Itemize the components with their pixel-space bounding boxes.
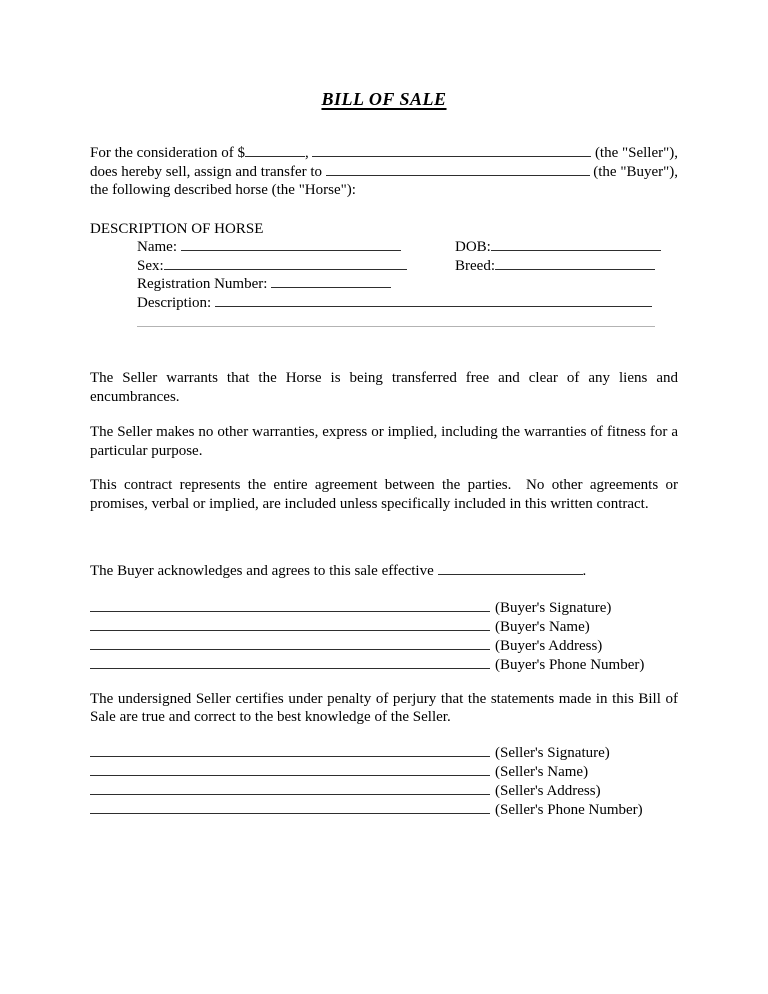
seller-certification-line-1: The undersigned Seller certifies under penalty of perjury that the statements made in this Bill of bbox=[90, 690, 678, 707]
buyer-signature-block bbox=[90, 599, 678, 675]
no-warranties-paragraph bbox=[90, 423, 678, 460]
horse-name-field[interactable] bbox=[181, 250, 401, 251]
seller-address-row bbox=[90, 782, 678, 801]
seller-phone-label: (Seller's Phone Number) bbox=[495, 801, 643, 818]
warranty-paragraph-line-2: encumbrances. bbox=[90, 388, 180, 405]
buyer-name-row bbox=[90, 618, 678, 637]
seller-name-field[interactable] bbox=[312, 156, 591, 157]
intro-line-2-suffix: (the "Buyer"), bbox=[589, 163, 678, 180]
horse-registration-field[interactable] bbox=[271, 287, 391, 288]
buyer-printed-name-field[interactable] bbox=[90, 630, 490, 631]
warranty-paragraph-line-1: The Seller warrants that the Horse is being transferred free and clear of any liens and bbox=[90, 370, 678, 386]
horse-dob-cell bbox=[455, 238, 661, 257]
consideration-amount-field[interactable] bbox=[245, 156, 305, 157]
buyer-address-field[interactable] bbox=[90, 649, 490, 650]
horse-description-field[interactable] bbox=[215, 306, 652, 307]
seller-address-label: (Seller's Address) bbox=[495, 782, 601, 799]
buyer-address-label: (Buyer's Address) bbox=[495, 637, 603, 654]
entire-agreement-paragraph bbox=[90, 476, 678, 513]
seller-phone-field[interactable] bbox=[90, 813, 490, 814]
intro-line-1-comma: , bbox=[304, 145, 313, 161]
seller-phone-row bbox=[90, 801, 678, 820]
horse-breed-cell bbox=[455, 257, 655, 276]
buyer-phone-row bbox=[90, 656, 678, 675]
intro-line-1 bbox=[90, 144, 678, 163]
no-warranties-paragraph-line-1: The Seller makes no other warranties, express or implied, including the warranties of fitness for a bbox=[90, 424, 678, 440]
seller-certification-paragraph bbox=[90, 690, 678, 727]
seller-address-field[interactable] bbox=[90, 794, 490, 795]
seller-name-label: (Seller's Name) bbox=[495, 763, 589, 780]
horse-name-row bbox=[137, 238, 678, 257]
intro-line-1-suffix: (the "Seller"), bbox=[591, 145, 678, 161]
buyer-acknowledgment-period: . bbox=[582, 563, 587, 579]
horse-dob-field[interactable] bbox=[491, 250, 661, 251]
intro-line-2-text: does hereby sell, assign and transfer to bbox=[90, 163, 326, 180]
buyer-acknowledgment-text: The Buyer acknowledges and agrees to this sale effective bbox=[90, 563, 438, 579]
seller-signature-label: (Seller's Signature) bbox=[495, 744, 610, 761]
seller-signature-field[interactable] bbox=[90, 756, 490, 757]
buyer-signature-field[interactable] bbox=[90, 611, 490, 612]
entire-agreement-paragraph-line-2: promises, verbal or implied, are included unless specifically included in this written contract. bbox=[90, 495, 649, 512]
buyer-phone-label: (Buyer's Phone Number) bbox=[495, 656, 645, 673]
seller-certification-line-2: Sale are true and correct to the best knowledge of the Seller. bbox=[90, 709, 451, 725]
buyer-phone-field[interactable] bbox=[90, 668, 490, 669]
no-warranties-paragraph-line-2: particular purpose. bbox=[90, 442, 203, 459]
horse-sex-field[interactable] bbox=[164, 269, 407, 270]
effective-date-field[interactable] bbox=[438, 574, 583, 575]
horse-sex-row bbox=[137, 257, 678, 276]
buyer-acknowledgment-line bbox=[90, 562, 678, 581]
entire-agreement-paragraph-line-1: This contract represents the entire agreement between the parties. No other agreements or bbox=[90, 477, 678, 493]
buyer-name-field[interactable] bbox=[326, 175, 590, 176]
document-title-wrap bbox=[90, 88, 678, 112]
intro-line-1-text: For the consideration of $ bbox=[90, 145, 245, 161]
intro-line-2 bbox=[90, 163, 678, 182]
buyer-signature-label: (Buyer's Signature) bbox=[495, 599, 612, 616]
seller-name-row bbox=[90, 763, 678, 782]
horse-breed-label: Breed: bbox=[455, 257, 495, 274]
buyer-address-row bbox=[90, 637, 678, 656]
horse-breed-field[interactable] bbox=[495, 269, 655, 270]
horse-registration-row bbox=[137, 275, 678, 294]
horse-dob-label: DOB: bbox=[455, 239, 491, 255]
intro-line-3: the following described horse (the "Horse"): bbox=[90, 182, 356, 198]
seller-printed-name-field[interactable] bbox=[90, 775, 490, 776]
horse-description-row bbox=[137, 294, 678, 313]
seller-signature-block bbox=[90, 744, 678, 820]
horse-sex-label: Sex: bbox=[137, 257, 164, 274]
horse-description-continuation-line[interactable] bbox=[137, 312, 655, 327]
horse-description-label: Description: bbox=[137, 294, 215, 311]
warranty-paragraph bbox=[90, 369, 678, 406]
buyer-name-label: (Buyer's Name) bbox=[495, 618, 590, 635]
horse-description-heading: DESCRIPTION OF HORSE bbox=[90, 220, 264, 237]
seller-signature-row bbox=[90, 744, 678, 763]
horse-name-label: Name: bbox=[137, 239, 181, 255]
horse-registration-label: Registration Number: bbox=[137, 276, 272, 292]
buyer-signature-row bbox=[90, 599, 678, 618]
document-title: BILL OF SALE bbox=[321, 89, 447, 109]
